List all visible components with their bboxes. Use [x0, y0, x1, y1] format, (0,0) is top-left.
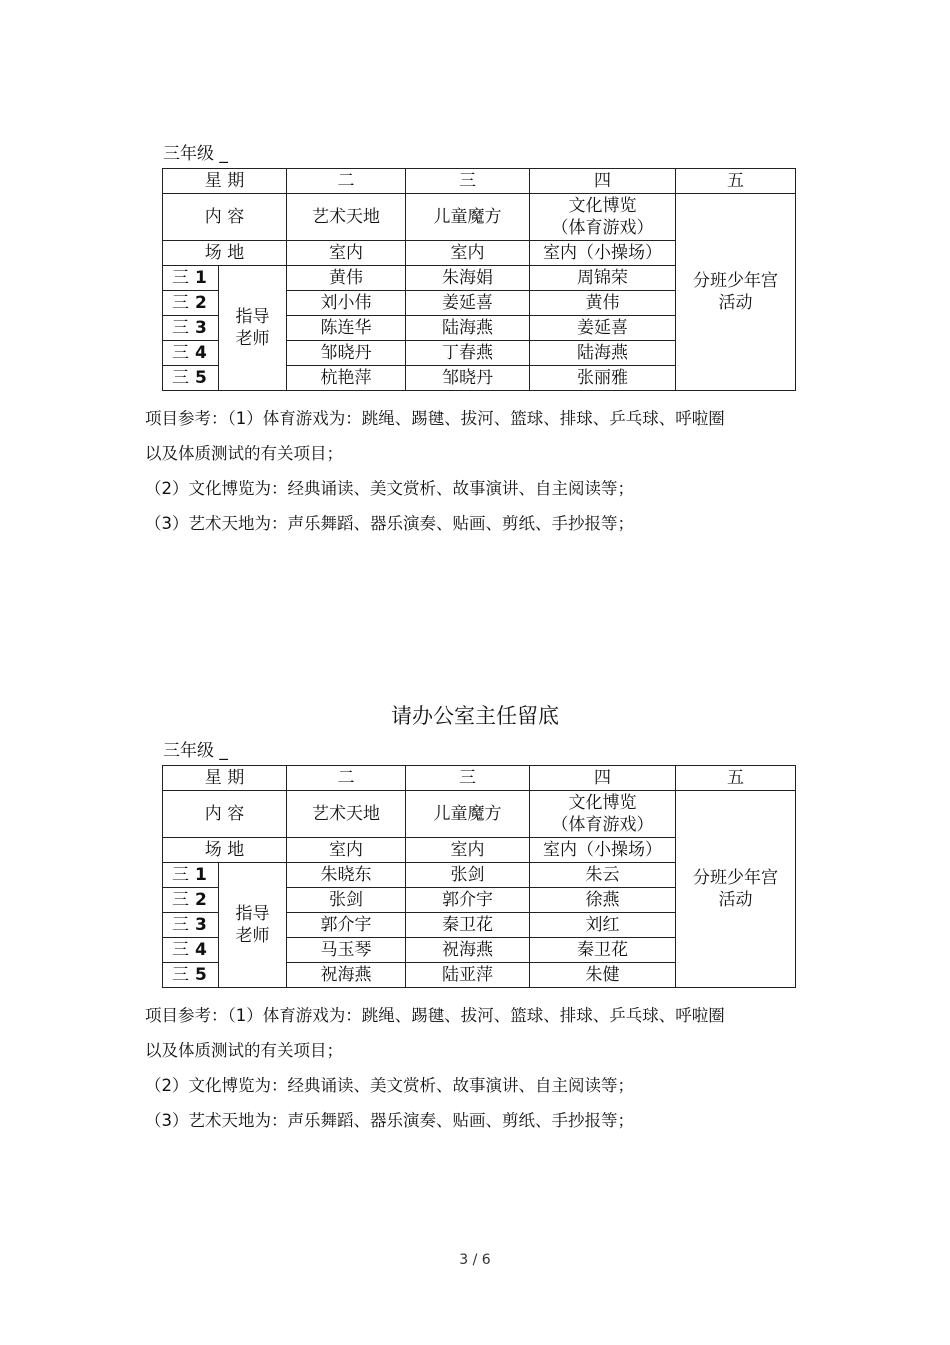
- note-line: （3）艺术天地为：声乐舞蹈、器乐演奏、贴画、剪纸、手抄报等；: [145, 514, 634, 533]
- note-line: （3）艺术天地为：声乐舞蹈、器乐演奏、贴画、剪纸、手抄报等；: [145, 1111, 634, 1130]
- friday-activity-line1: 分班少年宫: [693, 868, 778, 888]
- note-line: 项目参考：（1）体育游戏为：跳绳、踢毽、拔河、篮球、排球、乒乓球、呼啦圈: [145, 1006, 725, 1025]
- note-line: 以及体质测试的有关项目；: [145, 444, 343, 463]
- teacher-tuesday: 朱晓东: [287, 863, 406, 888]
- teacher-wednesday: 张剑: [406, 863, 530, 888]
- content-thursday-line1: 文化博览: [568, 793, 637, 813]
- teacher-thursday: 徐燕: [530, 888, 676, 913]
- class-label: 三 5: [163, 366, 219, 391]
- teacher-tuesday: 张剑: [287, 888, 406, 913]
- teacher-thursday: 张丽雅: [530, 366, 676, 391]
- teacher-wednesday: 邹晓丹: [406, 366, 530, 391]
- friday-activity: [676, 194, 796, 391]
- project-notes: [145, 1005, 725, 1145]
- friday-activity-line1: 分班少年宫: [693, 271, 778, 291]
- header-thursday: 四: [530, 766, 676, 791]
- teacher-label-line2: 老师: [235, 926, 270, 946]
- teacher-tuesday: 马玉琴: [287, 938, 406, 963]
- teacher-wednesday: 丁春燕: [406, 341, 530, 366]
- teacher-thursday: 陆海燕: [530, 341, 676, 366]
- teacher-wednesday: 秦卫花: [406, 913, 530, 938]
- class-label: 三 4: [163, 938, 219, 963]
- teacher-tuesday: 黄伟: [287, 266, 406, 291]
- class-label: 三 1: [163, 863, 219, 888]
- teacher-tuesday: 郭介宇: [287, 913, 406, 938]
- class-label: 三 2: [163, 291, 219, 316]
- content-wednesday: 儿童魔方: [406, 791, 530, 838]
- venue-tuesday: 室内: [287, 838, 406, 863]
- header-friday: 五: [676, 169, 796, 194]
- venue-wednesday: 室内: [406, 241, 530, 266]
- teacher-thursday: 姜延喜: [530, 316, 676, 341]
- header-tuesday: 二: [287, 766, 406, 791]
- venue-wednesday: 室内: [406, 838, 530, 863]
- friday-activity-line2: 活动: [718, 890, 753, 910]
- content-row: [163, 194, 796, 241]
- class-label: 三 4: [163, 341, 219, 366]
- venue-thursday: 室内（小操场）: [530, 838, 676, 863]
- teacher-thursday: 朱健: [530, 963, 676, 988]
- content-thursday-line2: （体育游戏）: [551, 218, 654, 238]
- content-thursday: [530, 194, 676, 241]
- teacher-wednesday: 姜延喜: [406, 291, 530, 316]
- schedule-table: [162, 168, 796, 391]
- teacher-wednesday: 郭介宇: [406, 888, 530, 913]
- teacher-thursday: 刘红: [530, 913, 676, 938]
- class-label: 三 3: [163, 913, 219, 938]
- venue-label: 场 地: [163, 241, 287, 266]
- content-tuesday: 艺术天地: [287, 194, 406, 241]
- teacher-wednesday: 陆亚萍: [406, 963, 530, 988]
- teacher-label: [219, 266, 287, 391]
- teacher-wednesday: 陆海燕: [406, 316, 530, 341]
- header-wednesday: 三: [406, 169, 530, 194]
- teacher-thursday: 周锦荣: [530, 266, 676, 291]
- content-label: 内 容: [163, 791, 287, 838]
- class-label: 三 2: [163, 888, 219, 913]
- header-tuesday: 二: [287, 169, 406, 194]
- teacher-wednesday: 祝海燕: [406, 938, 530, 963]
- class-label: 三 1: [163, 266, 219, 291]
- teacher-label-line1: 指导: [235, 904, 270, 924]
- content-tuesday: 艺术天地: [287, 791, 406, 838]
- teacher-thursday: 黄伟: [530, 291, 676, 316]
- venue-label: 场 地: [163, 838, 287, 863]
- content-row: [163, 791, 796, 838]
- page-title: 请办公室主任留底: [391, 704, 559, 728]
- venue-thursday: 室内（小操场）: [530, 241, 676, 266]
- class-label: 三 3: [163, 316, 219, 341]
- teacher-tuesday: 邹晓丹: [287, 341, 406, 366]
- note-line: 以及体质测试的有关项目；: [145, 1041, 343, 1060]
- content-thursday-line1: 文化博览: [568, 196, 637, 216]
- weekday-header-row: [163, 766, 796, 791]
- grade-label: 三年级 _: [163, 144, 228, 164]
- project-notes: [145, 408, 725, 548]
- content-wednesday: 儿童魔方: [406, 194, 530, 241]
- teacher-wednesday: 朱海娟: [406, 266, 530, 291]
- content-thursday: [530, 791, 676, 838]
- friday-activity: [676, 791, 796, 988]
- note-line: （2）文化博览为：经典诵读、美文赏析、故事演讲、自主阅读等；: [145, 1076, 634, 1095]
- teacher-label-line1: 指导: [235, 307, 270, 327]
- header-wednesday: 三: [406, 766, 530, 791]
- content-label: 内 容: [163, 194, 287, 241]
- friday-activity-line2: 活动: [718, 293, 753, 313]
- page-number: 3 / 6: [459, 1252, 491, 1268]
- teacher-tuesday: 刘小伟: [287, 291, 406, 316]
- teacher-tuesday: 陈连华: [287, 316, 406, 341]
- note-line: （2）文化博览为：经典诵读、美文赏析、故事演讲、自主阅读等；: [145, 479, 634, 498]
- content-thursday-line2: （体育游戏）: [551, 815, 654, 835]
- schedule-table: [162, 765, 796, 988]
- grade-label: 三年级 _: [163, 741, 228, 761]
- weekday-label: 星 期: [163, 169, 287, 194]
- weekday-header-row: [163, 169, 796, 194]
- teacher-tuesday: 杭艳萍: [287, 366, 406, 391]
- note-line: 项目参考：（1）体育游戏为：跳绳、踢毽、拔河、篮球、排球、乒乓球、呼啦圈: [145, 409, 725, 428]
- teacher-tuesday: 祝海燕: [287, 963, 406, 988]
- teacher-label: [219, 863, 287, 988]
- class-label: 三 5: [163, 963, 219, 988]
- header-thursday: 四: [530, 169, 676, 194]
- header-friday: 五: [676, 766, 796, 791]
- teacher-label-line2: 老师: [235, 329, 270, 349]
- venue-tuesday: 室内: [287, 241, 406, 266]
- teacher-thursday: 秦卫花: [530, 938, 676, 963]
- teacher-thursday: 朱云: [530, 863, 676, 888]
- weekday-label: 星 期: [163, 766, 287, 791]
